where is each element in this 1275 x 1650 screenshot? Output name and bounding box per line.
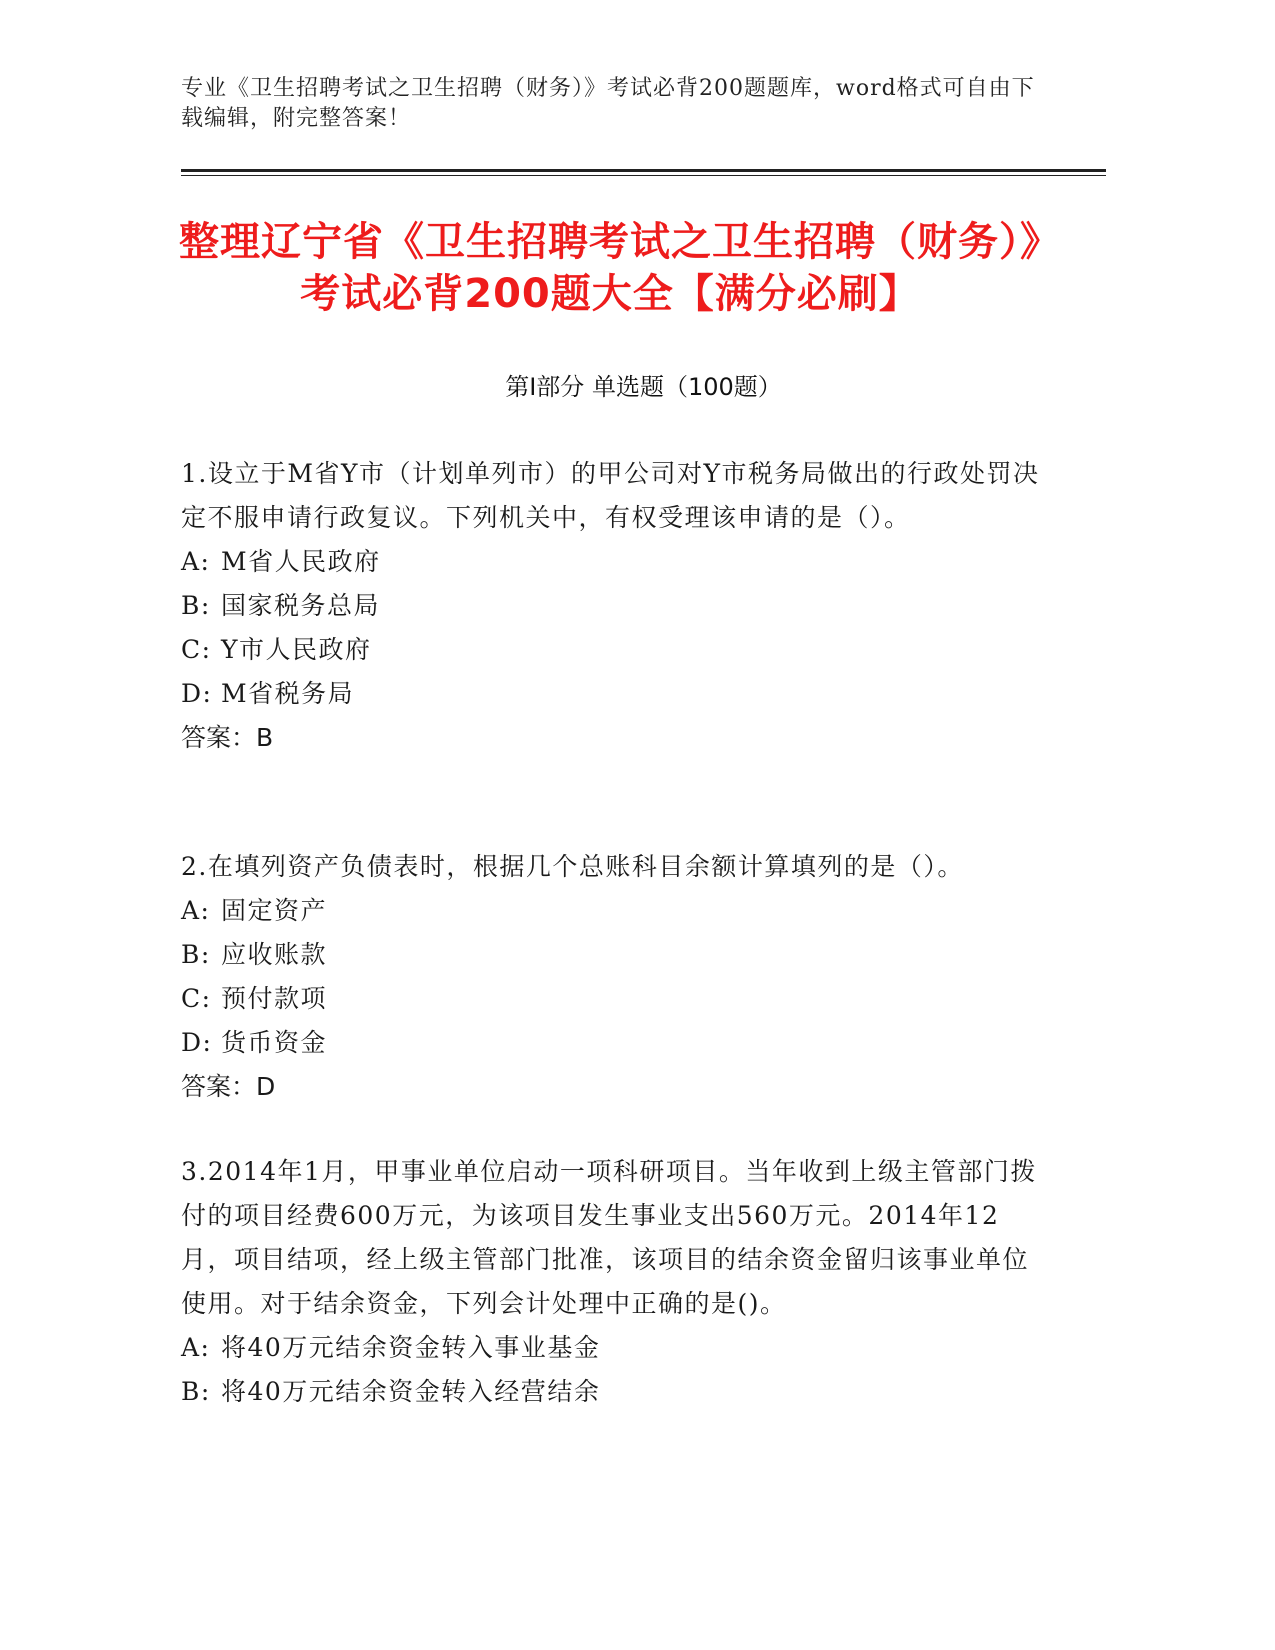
answer-value: D xyxy=(256,1072,276,1101)
question-text: 2.在填列资产负债表时，根据几个总账科目余额计算填列的是（）。 xyxy=(181,852,964,881)
option-a xyxy=(181,1326,1041,1370)
option-d xyxy=(181,672,1041,716)
section-title: 第Ⅰ部分 单选题（100题） xyxy=(505,373,782,401)
option-text: 将40万元结余资金转入事业基金 xyxy=(221,1333,601,1362)
header-note: 专业《卫生招聘考试之卫生招聘（财务）》考试必背200题题库，word格式可自由下载编辑，附完整答案！ xyxy=(181,76,1035,131)
option-b xyxy=(181,933,1041,977)
option-b xyxy=(181,1370,1041,1414)
option-text: 预付款项 xyxy=(221,984,328,1013)
option-key: C: xyxy=(181,635,212,664)
answer-label: 答案： xyxy=(181,723,257,752)
option-text: 货币资金 xyxy=(221,1028,328,1057)
option-text: M省税务局 xyxy=(221,679,355,708)
option-key: A: xyxy=(181,1333,211,1362)
question-text: 1.设立于M省Y市（计划单列市）的甲公司对Y市税务局做出的行政处罚决定不服申请行政复议。下列机关中，有权受理该申请的是（）。 xyxy=(181,459,1040,532)
option-text: Y市人民政府 xyxy=(221,635,372,664)
header-rule-thick xyxy=(181,169,1106,172)
option-key: A: xyxy=(181,547,211,576)
option-text: 应收账款 xyxy=(221,940,328,969)
option-c xyxy=(181,977,1041,1021)
option-text: 固定资产 xyxy=(221,896,328,925)
option-key: D: xyxy=(181,679,213,708)
document-title: 整理辽宁省《卫生招聘考试之卫生招聘（财务）》考试必背200题大全【满分必刷】 xyxy=(179,219,1041,317)
question-3 xyxy=(181,1150,1041,1414)
option-d xyxy=(181,1021,1041,1065)
option-c xyxy=(181,628,1041,672)
answer-line xyxy=(181,1065,1041,1109)
option-text: M省人民政府 xyxy=(221,547,381,576)
header-rule-thin xyxy=(181,175,1106,176)
option-b xyxy=(181,584,1041,628)
option-key: A: xyxy=(181,896,211,925)
option-text: 将40万元结余资金转入经营结余 xyxy=(221,1377,601,1406)
question-1 xyxy=(181,452,1041,760)
answer-label: 答案： xyxy=(181,1072,257,1101)
option-a xyxy=(181,540,1041,584)
option-a xyxy=(181,889,1041,933)
question-2 xyxy=(181,845,1041,1109)
option-key: B: xyxy=(181,1377,211,1406)
option-key: B: xyxy=(181,940,211,969)
answer-line xyxy=(181,716,1041,760)
question-text: 3.2014年1月，甲事业单位启动一项科研项目。当年收到上级主管部门拨付的项目经费600万元，为该项目发生事业支出560万元。2014年12月，项目结项，经上级主管部门批准，该项目的结余资金留归该事业单位使用。对于结余资金，下列会计处理中正确的是()。 xyxy=(181,1157,1037,1318)
option-key: C: xyxy=(181,984,212,1013)
answer-value: B xyxy=(256,723,274,752)
option-key: B: xyxy=(181,591,211,620)
option-key: D: xyxy=(181,1028,213,1057)
option-text: 国家税务总局 xyxy=(221,591,381,620)
